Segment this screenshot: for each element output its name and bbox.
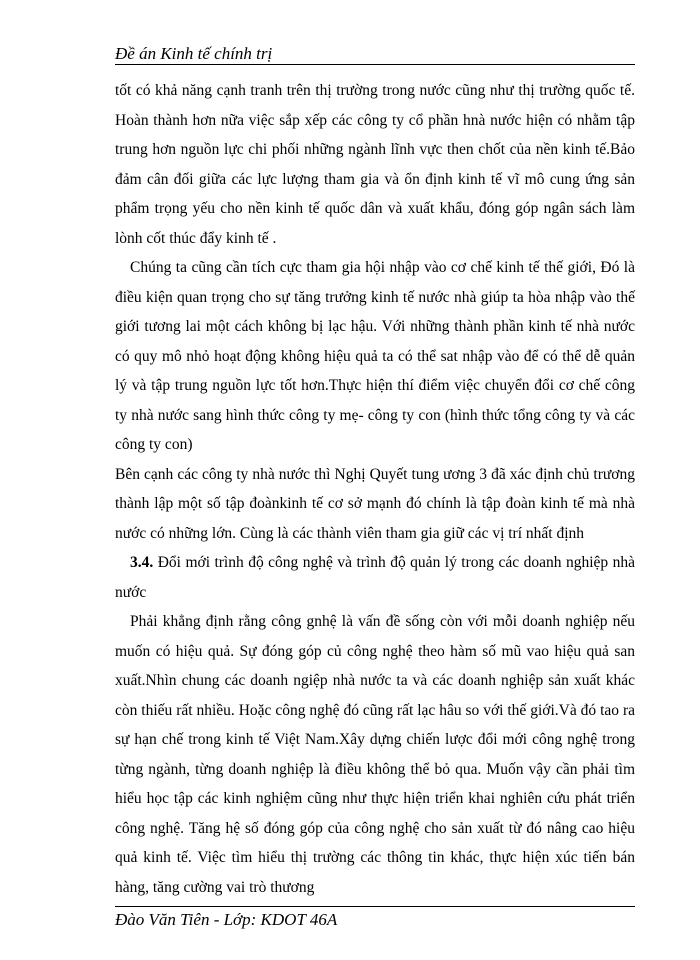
paragraph-4: Phải khẳng định rằng công gnhệ là vấn đề sống còn với mỗi doanh nghiệp nếu muốn có hiệu quả. Sự đóng góp củ công nghệ theo hàm số mũ vao hiệu quả san xuất.Nhìn chung các doanh ngiệp nhà nước ta và các doanh nghiệp sản xuất khác còn thiếu rất nhiều. Hoặc công nghệ đó cũng rất lạc hâu so với thế giới.Và đó tao ra sự hạn chế trong kinh tế Việt Nam.Xây dựng chiến lược đổi mới công nghệ trong từng ngành, từng doanh nghiệp là điều không thể bỏ qua. Muốn vậy cần phải tìm hiểu học tập các kinh nghiệm cũng như thực hiện triển khai nghiên cứu phát triển công nghệ. Tăng hệ số đóng góp của công nghệ cho sản xuất từ đó nâng cao hiệu quả kinh tế. Việc tìm hiểu thị trường các thông tin khác, thực hiện xúc tiến bán hàng, tăng cường vai trò thương (115, 613, 635, 896)
header-divider (115, 64, 635, 65)
page-footer: Đào Văn Tiên - Lớp: KDOT 46A (115, 910, 338, 929)
document-body (115, 76, 635, 902)
paragraph-2: Chúng ta cũng cần tích cực tham gia hội nhập vào cơ chế kinh tế thế giới, Đó là điều kiện quan trọng cho sự tăng trưởng kinh tế nước nhà giúp ta hòa nhập vào thế giới tương lai một cách không bị lạc hậu. Với những thành phần kinh tế nhà nước có quy mô nhỏ hoạt động không hiệu quả ta có thể sat nhập vào để có thể dễ quản lý và tập trung nguồn lực tốt hơn.Thực hiện thí điểm việc chuyển đổi cơ chế công ty nhà nước sang hình thức công ty mẹ- công ty con (hình thức tổng công ty và các công ty con) (115, 259, 635, 453)
section-title: Đổi mới trình độ công nghệ và trình độ quản lý trong các doanh nghiệp nhà nước (115, 554, 635, 601)
section-number: 3.4. (130, 554, 154, 571)
section-heading (115, 548, 635, 607)
paragraph-3: Bên cạnh các công ty nhà nước thì Nghị Quyết tung ương 3 đã xác định chủ trương thành lập một số tập đoànkinh tế cơ sở mạnh đó chính là tập đoàn kinh tế mà nhà nước có những lớn. Cùng là các thành viên tham gia giữ các vị trí nhất định (115, 465, 635, 542)
document-title: Đề án Kinh tế chính trị (115, 44, 273, 63)
paragraph-1: tốt có khả năng cạnh tranh trên thị trường trong nước cũng như thị trường quốc tế. Hoàn thành hơn nữa việc sắp xếp các công ty cổ phần hnà nước hiện có nhằm tập trung hơn nguồn lực chi phối những ngành lĩnh vực then chốt của nền kinh tế.Bảo đảm cân đối giữa các lực lượng tham gia và ổn định kinh tế vĩ mô cung ứng sản phẩm trọng yếu cho nền kinh tế quốc dân và xuất khẩu, đóng góp ngân sách làm lònh cốt thúc đẩy kinh tế . (115, 82, 635, 247)
footer-divider (115, 906, 635, 907)
page-header (115, 44, 635, 64)
